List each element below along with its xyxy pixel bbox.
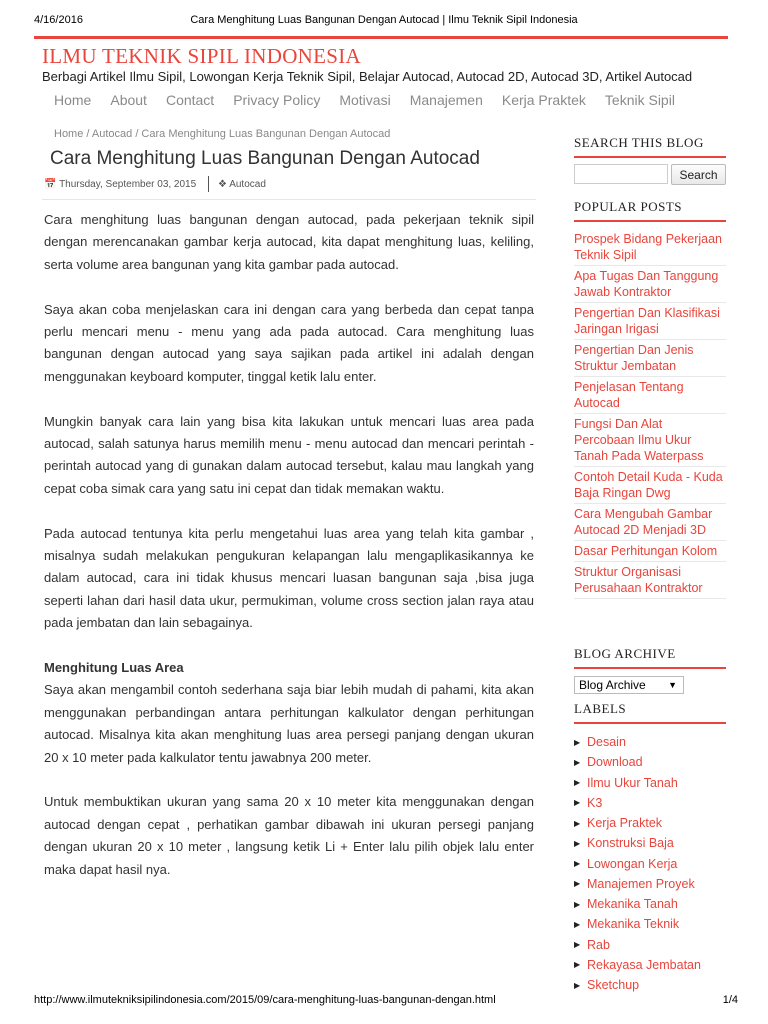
- blog-archive-title: BLOG ARCHIVE: [574, 646, 726, 669]
- blog-archive-select[interactable]: [574, 676, 684, 694]
- post-body: [44, 209, 534, 904]
- paragraph: Saya akan mengambil contoh sederhana saja biar lebih mudah di pahami, kita akan menggunakan perbandingan antara perhitungan kalkulator dengan perhitungan autocad. Misalnya kita akan menghitung luas area persegi panjang dengan ukuran 20 x 10 meter pada kalkulator tentu jawabnya 200 meter.: [44, 682, 534, 765]
- paragraph: Untuk membuktikan ukuran yang sama 20 x 10 meter kita menggunakan dengan autocad dengan cepat , perhatikan gambar dibawah ini ukuran persegi panjang dengan ukuran 20 x 10 meter , langsung ketik Li + Enter lalu pilih objek lalu enter maka dapat hasil nya.: [44, 794, 534, 877]
- label-item[interactable]: [574, 894, 726, 914]
- popular-post-link[interactable]: Dasar Perhitungan Kolom: [574, 541, 726, 562]
- label-item[interactable]: [574, 935, 726, 955]
- breadcrumb[interactable]: Home / Autocad / Cara Menghitung Luas Bangunan Dengan Autocad: [54, 128, 391, 140]
- paragraph: Pada autocad tentunya kita perlu mengetahui luas area yang telah kita gambar , misalnya sudah melakukan pengukuran kelapangan lalu mengaplikasikannya ke dalam autocad, cara ini tidak khusus mencari luasan bangunan saja ,bisa juga seperti lahan dari hasil data ukur, permukiman, volume cross section jalan raya atau pada jembatan dan lain sebagainya.: [44, 525, 534, 631]
- arrow-right-icon: ▶: [574, 919, 581, 929]
- print-date: 4/16/2016: [34, 14, 83, 26]
- arrow-right-icon: ▶: [574, 980, 581, 990]
- arrow-right-icon: ▶: [574, 757, 581, 767]
- blog-archive-widget: [574, 646, 726, 694]
- paragraph: Cara menghitung luas bangunan dengan autocad, pada pekerjaan teknik sipil dengan merencanakan gambar kerja autocad, kita dapat menghitung luas, keliling, serta volume area bangunan yang kita gambar pada autocad.: [44, 212, 534, 272]
- label-item[interactable]: [574, 854, 726, 874]
- label-link[interactable]: Mekanika Tanah: [587, 897, 678, 912]
- nav-item-motivasi[interactable]: Motivasi: [339, 92, 391, 108]
- label-item[interactable]: [574, 732, 726, 752]
- arrow-right-icon: ▶: [574, 838, 581, 848]
- print-page-title: Cara Menghitung Luas Bangunan Dengan Autocad | Ilmu Teknik Sipil Indonesia: [190, 14, 578, 26]
- search-widget-title: SEARCH THIS BLOG: [574, 135, 726, 158]
- site-title[interactable]: ILMU TEKNIK SIPIL INDONESIA: [42, 44, 361, 68]
- paragraph: Saya akan coba menjelaskan cara ini dengan cara yang berbeda dan cepat tanpa perlu mencari menu - menu yang ada pada autocad. Cara menghitung luas bangunan dengan autocad yang saya sajikan pada artikel ini adalah dengan menggunakan keyboard komputer, tinggal ketik lalu enter.: [44, 301, 534, 384]
- arrow-right-icon: ▶: [574, 778, 581, 788]
- arrow-right-icon: ▶: [574, 859, 581, 869]
- popular-post-link[interactable]: Cara Mengubah Gambar Autocad 2D Menjadi 3D: [574, 504, 726, 541]
- search-button[interactable]: Search: [671, 164, 726, 185]
- nav-item-manajemen[interactable]: Manajemen: [409, 92, 483, 108]
- nav-item-privacy-policy[interactable]: Privacy Policy: [233, 92, 321, 108]
- arrow-right-icon: ▶: [574, 798, 581, 808]
- top-accent-bar: [34, 36, 728, 39]
- label-link[interactable]: Lowongan Kerja: [587, 856, 678, 871]
- search-input[interactable]: [574, 164, 668, 184]
- site-description: Berbagi Artikel Ilmu Sipil, Lowongan Kerja Teknik Sipil, Belajar Autocad, Autocad 2D, Autocad 3D, Artikel Autocad: [42, 69, 693, 84]
- popular-post-link[interactable]: Struktur Organisasi Perusahaan Kontraktor: [574, 562, 726, 599]
- popular-post-link[interactable]: Apa Tugas Dan Tanggung Jawab Kontraktor: [574, 266, 726, 303]
- label-link[interactable]: Rab: [587, 937, 610, 952]
- calendar-icon: 📅: [44, 179, 57, 190]
- arrow-right-icon: ▶: [574, 737, 581, 747]
- label-link[interactable]: Sketchup: [587, 978, 640, 993]
- label-item[interactable]: [574, 793, 726, 813]
- popular-post-link[interactable]: Contoh Detail Kuda - Kuda Baja Ringan Dwg: [574, 467, 726, 504]
- print-page-number: 1/4: [722, 994, 738, 1006]
- label-item[interactable]: [574, 752, 726, 772]
- popular-post-link[interactable]: Penjelasan Tentang Autocad: [574, 377, 726, 414]
- post-date-wrap: [44, 179, 196, 190]
- nav-item-teknik-sipil[interactable]: Teknik Sipil: [604, 92, 675, 108]
- label-link[interactable]: Download: [587, 755, 643, 770]
- label-item[interactable]: [574, 833, 726, 853]
- post-category-wrap[interactable]: [218, 179, 266, 190]
- nav-item-about[interactable]: About: [110, 92, 147, 108]
- popular-posts-title: POPULAR POSTS: [574, 199, 726, 222]
- meta-divider: [208, 176, 209, 192]
- label-item[interactable]: [574, 955, 726, 975]
- nav-item-contact[interactable]: Contact: [165, 92, 215, 108]
- arrow-right-icon: ▶: [574, 899, 581, 909]
- dropdown-arrow-icon: ▼: [668, 680, 677, 690]
- tag-icon: ❖: [218, 179, 227, 190]
- label-link[interactable]: Konstruksi Baja: [587, 836, 674, 851]
- labels-widget: [574, 701, 726, 995]
- blog-archive-select-value: Blog Archive: [579, 678, 646, 692]
- popular-post-link[interactable]: Pengertian Dan Jenis Struktur Jembatan: [574, 340, 726, 377]
- nav-item-kerja-praktek[interactable]: Kerja Praktek: [501, 92, 586, 108]
- post-meta: [42, 174, 536, 200]
- main-nav: [54, 92, 694, 108]
- label-item[interactable]: [574, 914, 726, 934]
- arrow-right-icon: ▶: [574, 879, 581, 889]
- arrow-right-icon: ▶: [574, 818, 581, 828]
- post-date: Thursday, September 03, 2015: [59, 179, 197, 190]
- label-item[interactable]: [574, 975, 726, 995]
- popular-post-link[interactable]: Prospek Bidang Pekerjaan Teknik Sipil: [574, 229, 726, 266]
- label-link[interactable]: Rekayasa Jembatan: [587, 957, 701, 972]
- label-item[interactable]: [574, 773, 726, 793]
- arrow-right-icon: ▶: [574, 940, 581, 950]
- label-link[interactable]: Mekanika Teknik: [587, 917, 680, 932]
- labels-title: LABELS: [574, 701, 726, 724]
- label-link[interactable]: K3: [587, 795, 603, 810]
- search-widget: [574, 135, 726, 185]
- label-link[interactable]: Ilmu Ukur Tanah: [587, 775, 678, 790]
- popular-post-link[interactable]: Fungsi Dan Alat Percobaan Ilmu Ukur Tanah Pada Waterpass: [574, 414, 726, 467]
- arrow-right-icon: ▶: [574, 960, 581, 970]
- print-url: http://www.ilmutekniksipilindonesia.com/2015/09/cara-menghitung-luas-bangunan-dengan.html: [34, 994, 496, 1006]
- paragraph: Mungkin banyak cara lain yang bisa kita lakukan untuk mencari luas area pada autocad, salah satunya harus memilih menu - menu autocad dan mencari perintah - perintah autocad yang di gunakan dalam autocad tersebut, kalau mau langkah yang cepat coba simak cara yang satu ini cepat dan tidak memakan waktu.: [44, 413, 534, 496]
- popular-post-link[interactable]: Pengertian Dan Klasifikasi Jaringan Irigasi: [574, 303, 726, 340]
- label-item[interactable]: [574, 813, 726, 833]
- popular-posts-widget: [574, 199, 726, 599]
- label-link[interactable]: Desain: [587, 735, 626, 750]
- section-heading: Menghitung Luas Area: [44, 660, 184, 676]
- label-link[interactable]: Manajemen Proyek: [587, 876, 695, 891]
- nav-item-home[interactable]: Home: [54, 92, 92, 108]
- label-item[interactable]: [574, 874, 726, 894]
- post-category[interactable]: Autocad: [229, 179, 266, 190]
- label-link[interactable]: Kerja Praktek: [587, 816, 663, 831]
- post-title: Cara Menghitung Luas Bangunan Dengan Autocad: [50, 148, 480, 169]
